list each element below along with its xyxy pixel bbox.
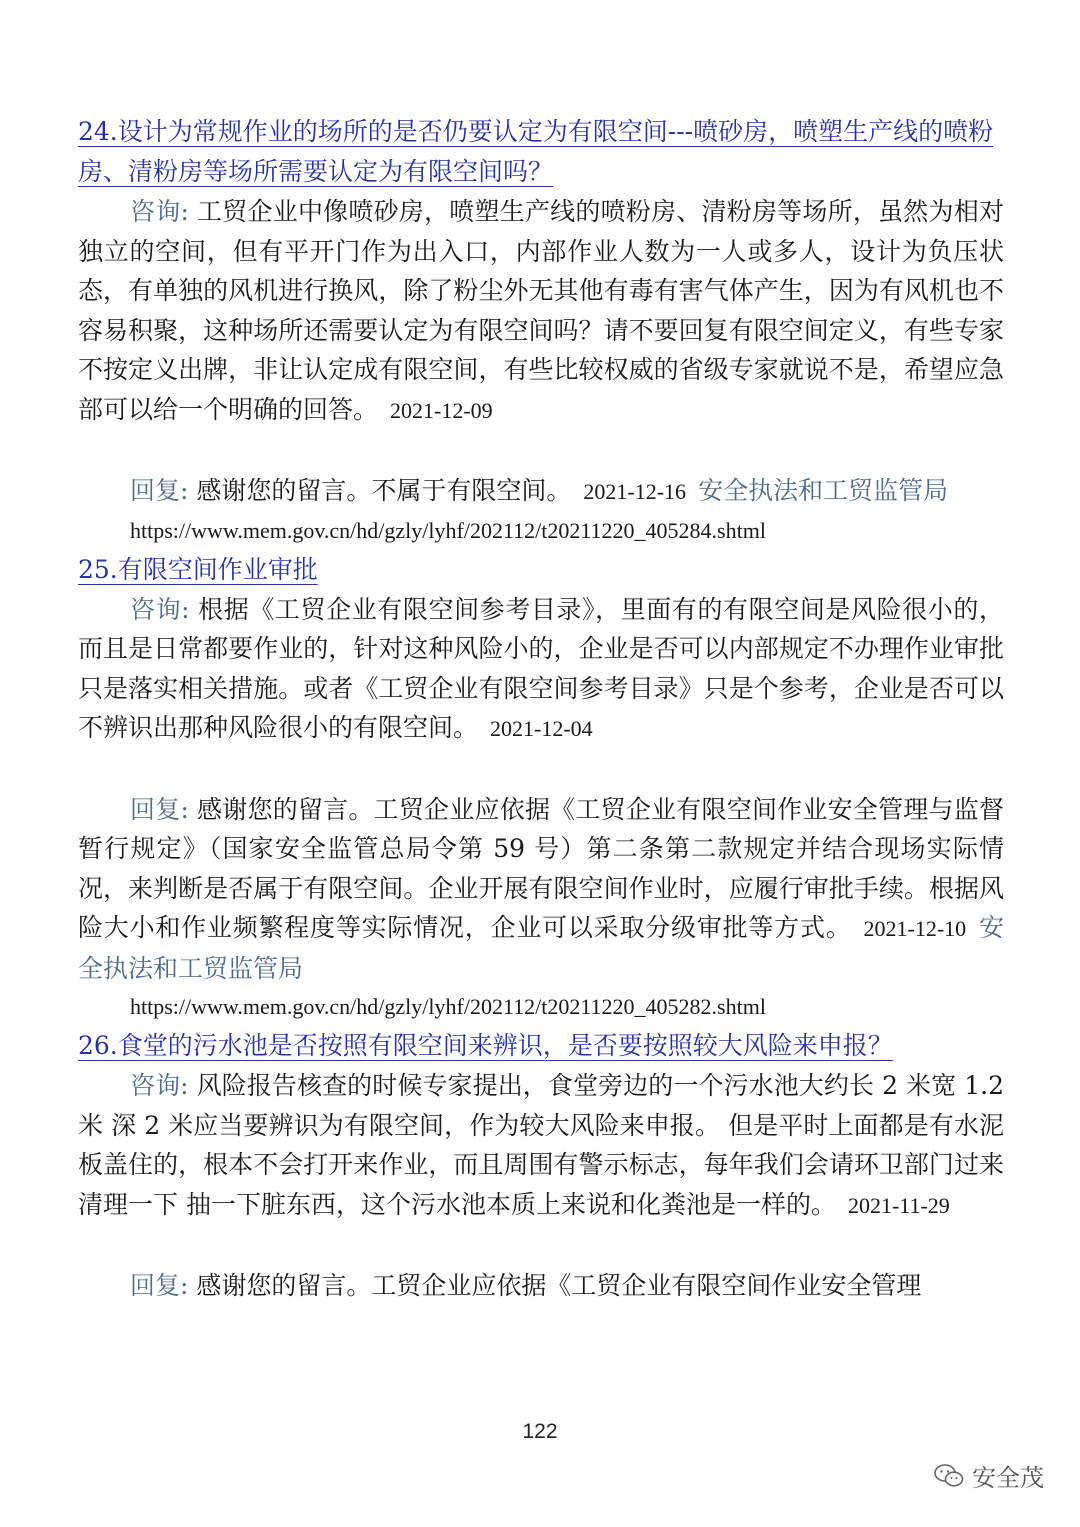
reply-label: 回复: bbox=[130, 476, 189, 505]
consult-paragraph-26 bbox=[78, 1066, 1004, 1225]
consult-paragraph-25 bbox=[78, 590, 1004, 749]
consult-date: 2021-11-29 bbox=[847, 1192, 950, 1218]
reply-date: 2021-12-16 bbox=[583, 479, 687, 504]
question-title-26: 26.食堂的污水池是否按照有限空间来辨识，是否要按照较大风险来申报？ bbox=[78, 1031, 893, 1060]
reply-text: 感谢您的留言。工贸企业应依据《工贸企业有限空间作业安全管理 bbox=[196, 1271, 922, 1300]
watermark bbox=[934, 1458, 1044, 1493]
watermark-text: 安全茂 bbox=[972, 1464, 1044, 1492]
reply-label: 回复: bbox=[130, 1271, 189, 1300]
consult-paragraph-24 bbox=[78, 192, 1004, 430]
consult-label: 咨询: bbox=[130, 197, 189, 226]
reply-label: 回复: bbox=[130, 794, 189, 824]
consult-label: 咨询: bbox=[130, 594, 190, 624]
question-title-25: 25.有限空间作业审批 bbox=[78, 554, 318, 584]
consult-label: 咨询: bbox=[130, 1071, 189, 1100]
consult-date: 2021-12-04 bbox=[490, 716, 593, 741]
document-body bbox=[78, 112, 1004, 1306]
reply-paragraph-26 bbox=[78, 1266, 1004, 1306]
page-number: 122 bbox=[522, 1420, 558, 1443]
consult-date: 2021-12-09 bbox=[390, 397, 493, 423]
source-url-25: https://www.mem.gov.cn/hd/gzly/lyhf/202112/t20211220_405282.shtml bbox=[130, 994, 766, 1019]
wechat-icon bbox=[934, 1463, 964, 1489]
question-title-24: 24.设计为常规作业的场所的是否仍要认定为有限空间---喷砂房，喷塑生产线的喷粉房、清粉房等场所需要认定为有限空间吗？ bbox=[78, 117, 994, 186]
reply-paragraph-24 bbox=[78, 471, 1004, 512]
reply-paragraph-25 bbox=[78, 790, 1004, 989]
source-url-24: https://www.mem.gov.cn/hd/gzly/lyhf/202112/t20211220_405284.shtml bbox=[130, 517, 766, 543]
consult-text: 根据《工贸企业有限空间参考目录》，里面有的有限空间是风险很小的，而且是日常都要作业的，针对这种风险小的，企业是否可以内部规定不办理作业审批只是落实相关措施。或者《工贸企业有限空间参考目录》只是个参考，企业是否可以不辨识出那种风险很小的有限空间。 bbox=[78, 594, 1004, 742]
reply-text: 感谢您的留言。不属于有限空间。 bbox=[196, 476, 572, 505]
reply-department: 安全执法和工贸监管局 bbox=[698, 476, 949, 505]
reply-text: 感谢您的留言。工贸企业应依据《工贸企业有限空间作业安全管理与监督暂行规定》（国家安全监管总局令第 59 号）第二条第二款规定并结合现场实际情况，来判断是否属于有限空间。企业开展有限空间作业时，应履行审批手续。根据风险大小和作业频繁程度等实际情况，企业可以采取分级审批等方式。 bbox=[78, 794, 1004, 942]
consult-text: 工贸企业中像喷砂房，喷塑生产线的喷粉房、清粉房等场所，虽然为相对独立的空间，但有平开门作为出入口，内部作业人数为一人或多人，设计为负压状态，有单独的风机进行换风，除了粉尘外无其他有毒有害气体产生，因为有风机也不容易积聚，这种场所还需要认定为有限空间吗？请不要回复有限空间定义，有些专家不按定义出牌，非让认定成有限空间，有些比较权威的省级专家就说不是，希望应急部可以给一个明确的回答。 bbox=[78, 197, 1004, 424]
reply-department: 安全执法和工贸监管局 bbox=[78, 913, 1004, 983]
consult-text: 风险报告核查的时候专家提出，食堂旁边的一个污水池大约长 2 米宽 1.2 米 深 2 米应当要辨识为有限空间，作为较大风险来申报。 但是平时上面都是有水泥板盖住的，根本不会打开来作业，而且周围有警示标志，每年我们会请环卫部门过来清理一下 抽一下脏东西，这个污水池本质上来说和化粪池是一样的。 bbox=[78, 1071, 1004, 1219]
reply-date: 2021-12-10 bbox=[863, 916, 967, 941]
